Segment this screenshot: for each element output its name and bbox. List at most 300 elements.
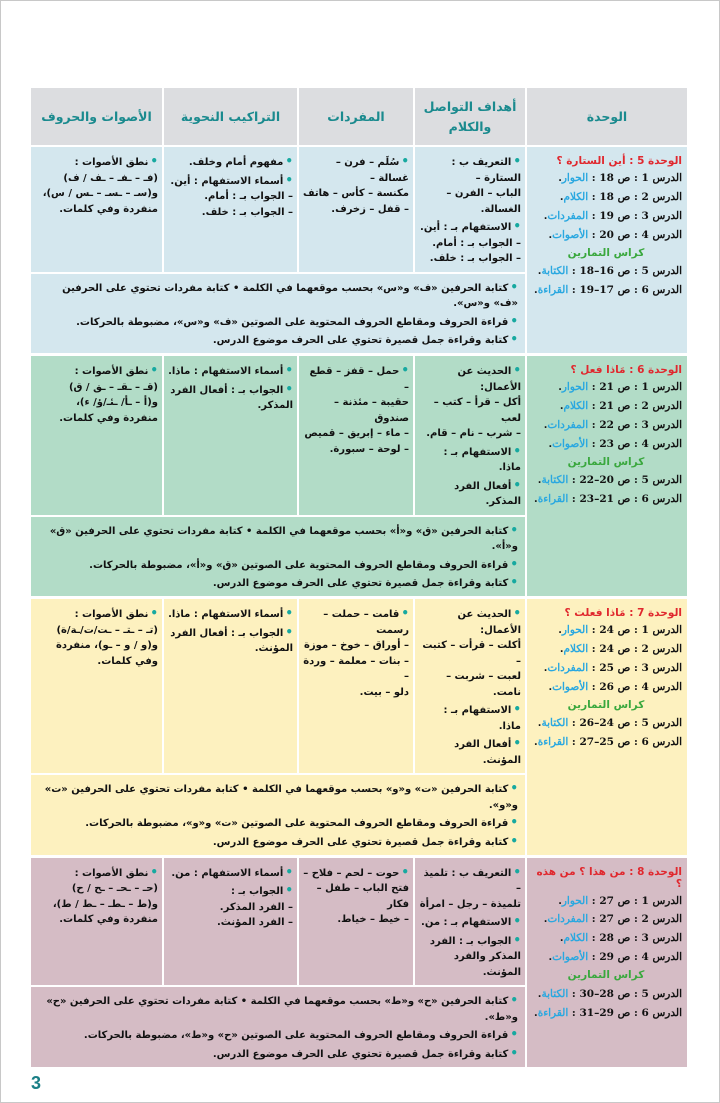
- bullet-icon: •: [285, 381, 293, 396]
- unit-lessons-cell: [527, 858, 687, 1067]
- objective-line: [38, 813, 518, 832]
- lesson-end: .: [548, 680, 553, 693]
- bullet-icon: •: [150, 606, 158, 621]
- lesson-end: .: [559, 399, 564, 412]
- sounds-cell: [31, 858, 162, 986]
- bullet-icon: •: [513, 914, 521, 929]
- lesson-entry: [530, 471, 682, 490]
- sounds-text: نطق الأصوات :: [74, 157, 149, 168]
- goals-cell: [415, 356, 525, 515]
- bullet-icon: •: [285, 172, 293, 187]
- lesson-entry: [530, 910, 682, 929]
- sounds-line: [34, 912, 158, 928]
- units-container: [31, 147, 687, 1067]
- grammar-line: [167, 361, 293, 380]
- goals-text: لعبت – شربت – نامت.: [446, 671, 521, 698]
- vocab-line: [302, 685, 409, 701]
- lesson-end: .: [559, 642, 564, 655]
- lesson-ref: الدرس 1 : ص 18 :: [588, 172, 682, 184]
- goals-line: [418, 700, 521, 734]
- lesson-ref: الدرس 4 : ص 20 :: [588, 228, 682, 241]
- lesson-entry: [530, 490, 682, 509]
- lesson-topic: الكلام: [563, 932, 589, 945]
- goals-line: [418, 361, 521, 395]
- goals-text: أفعال الفرد المذكر.: [454, 480, 521, 508]
- unit-cells: [31, 147, 525, 272]
- goals-text: الاستفهام بـ : ماذا.: [443, 705, 521, 732]
- objective-text: كتابة الحرفين «ح» و«ط» بحسب موقعهما في الكلمة • كتابة مفردات تحتوي على الحرفين «ح» و«ط».: [46, 996, 518, 1023]
- goals-cell: [415, 858, 525, 986]
- vocab-line: [302, 426, 409, 442]
- lesson-ref: الدرس 5 : ص 28–30 :: [568, 988, 682, 1000]
- bullet-icon: •: [513, 702, 521, 717]
- vocab-text: – بنات – معلمة – وردة –: [303, 655, 409, 683]
- lesson-ref: الدرس 2 : ص 18 :: [588, 190, 682, 203]
- lesson-ref: الدرس 1 : ص 27 :: [588, 894, 682, 907]
- grammar-line: [167, 171, 293, 190]
- header-sounds: الأصوات والحروف: [31, 88, 162, 145]
- grammar-line: [167, 205, 293, 221]
- lesson-end: .: [534, 493, 538, 506]
- bullet-icon: •: [510, 834, 518, 848]
- vocab-line: [302, 152, 409, 186]
- bullet-icon: •: [510, 815, 518, 830]
- grammar-text: – الجواب بـ : خلف.: [201, 206, 293, 218]
- sounds-text: و(و / و – ـو)، منفردة: [55, 640, 158, 652]
- lesson-entry: [530, 621, 682, 640]
- objective-text: كتابة الحرفين «ف» و«س» بحسب موقعهما في الكلمة • كتابة مفردات تحتوي على الحرفين «ف» و«س».: [62, 282, 518, 310]
- lesson-ref: الدرس 2 : ص 27 :: [588, 913, 682, 926]
- lesson-ref: الدرس 3 : ص 19 :: [588, 209, 682, 222]
- lesson-entry: [530, 929, 682, 948]
- sounds-line: [34, 380, 158, 396]
- bullet-icon: •: [510, 332, 518, 347]
- grammar-cell: [164, 356, 297, 515]
- curriculum-table: [31, 88, 687, 1067]
- vocab-text: – ماء – إبريق – قميص: [304, 428, 409, 440]
- vocab-line: [302, 654, 409, 685]
- lesson-entry: [530, 659, 682, 678]
- objectives-cell: [31, 987, 525, 1066]
- objective-text: كتابة وقراءة جمل قصيرة تحتوي على الحرف موضوع الدرس.: [212, 837, 509, 848]
- objective-text: كتابة وقراءة جمل قصيرة تحتوي على الحرف موضوع الدرس.: [212, 1049, 509, 1061]
- sounds-text: (فـ – ـفـ – ـف / ف): [63, 172, 158, 184]
- grammar-line: [167, 398, 293, 414]
- objective-line: [38, 1025, 518, 1044]
- lesson-end: .: [534, 736, 538, 749]
- bullet-icon: •: [513, 362, 521, 377]
- lesson-entry: [530, 281, 682, 300]
- objective-line: [38, 779, 518, 813]
- lesson-ref: الدرس 3 : ص 28 :: [588, 932, 682, 945]
- grammar-text: مفهوم أمام وخلف.: [188, 157, 284, 168]
- lesson-topic: الكلام: [563, 642, 589, 655]
- unit-row: [31, 147, 687, 353]
- vocab-cell: [299, 599, 413, 773]
- lesson-entry: [530, 1004, 682, 1023]
- vocab-text: – خيط – خياط.: [337, 914, 409, 926]
- lesson-topic: الأصوات: [552, 680, 589, 693]
- lesson-entry: [530, 435, 682, 454]
- lesson-topic: الأصوات: [552, 228, 589, 241]
- lesson-end: .: [537, 474, 542, 487]
- sounds-line: [34, 152, 158, 171]
- objective-line: [38, 832, 518, 851]
- lesson-topic: القراءة: [537, 736, 569, 749]
- sounds-text: منفردة وفي كلمات.: [59, 203, 158, 215]
- sounds-cell: [31, 599, 162, 773]
- lesson-topic: القراءة: [537, 493, 569, 506]
- header-vocab: المفردات: [299, 88, 413, 145]
- lesson-end: .: [537, 717, 542, 730]
- bullet-icon: •: [513, 477, 521, 492]
- lesson-entry: [530, 640, 682, 659]
- objective-line: [38, 555, 518, 574]
- lesson-topic: الأصوات: [552, 437, 589, 450]
- grammar-text: المذكر.: [257, 400, 293, 412]
- goals-text: المذكر والفرد المؤنث.: [453, 951, 521, 978]
- goals-text: الاستفهام بـ : أين.: [420, 222, 512, 234]
- bullet-icon: •: [510, 522, 518, 537]
- objective-text: قراءة الحروف ومقاطع الحروف المحتوية على الصوتين «ف» و«س»، مضبوطة بالحركات.: [76, 316, 509, 328]
- bullet-icon: •: [513, 864, 521, 879]
- objectives-cell: [31, 775, 525, 854]
- vocab-text: سُلَم – فرن – غسالة –: [335, 157, 409, 184]
- sounds-text: نطق الأصوات :: [74, 609, 149, 621]
- bullet-icon: •: [510, 993, 518, 1008]
- bullet-icon: •: [285, 864, 293, 879]
- goals-text: الحديث عن الأعمال:: [457, 365, 521, 393]
- lesson-ref: الدرس 4 : ص 29 :: [588, 951, 682, 964]
- objective-text: قراءة الحروف ومقاطع الحروف المحتوية على الصوتين «ت» و«و»، مضبوطة بالحركات.: [85, 818, 509, 830]
- bullet-icon: •: [285, 154, 293, 168]
- goals-line: [418, 186, 521, 217]
- goals-text: – شرب – نام – قام.: [426, 428, 521, 440]
- lesson-entry: [530, 397, 682, 416]
- header-goals: أهداف التواصل والكلام: [415, 88, 525, 145]
- workbook-label: كراس التمارين: [567, 455, 645, 468]
- lesson-ref: الدرس 4 : ص 26 :: [588, 680, 682, 693]
- sounds-text: نطق الأصوات :: [74, 365, 149, 377]
- vocab-text: فتح الباب – طفل – فكار: [316, 883, 409, 910]
- sounds-line: [34, 171, 158, 187]
- vocab-cell: [299, 147, 413, 272]
- lesson-topic: الحوار: [561, 172, 589, 184]
- grammar-line: [167, 881, 293, 900]
- vocab-cell: [299, 356, 413, 515]
- lesson-end: .: [558, 624, 562, 637]
- lesson-end: .: [558, 172, 562, 184]
- goals-cell: [415, 599, 525, 773]
- grammar-text: الجواب بـ : أفعال الفرد: [170, 384, 284, 396]
- sounds-text: و(ط – ـطـ – ـط / ط)،: [52, 898, 158, 910]
- grammar-line: [167, 152, 293, 171]
- lesson-ref: الدرس 5 : ص 16–18 :: [568, 265, 682, 278]
- lesson-end: .: [559, 190, 564, 203]
- objective-line: [38, 573, 518, 592]
- goals-line: [418, 217, 521, 236]
- lesson-ref: الدرس 1 : ص 21 :: [588, 380, 682, 393]
- goals-line: [418, 734, 521, 768]
- lesson-entry: [530, 188, 682, 207]
- grammar-text: أسماء الاستفهام : ماذا.: [168, 609, 284, 621]
- lesson-ref: الدرس 4 : ص 23 :: [588, 437, 682, 450]
- lesson-entry: [530, 262, 682, 281]
- goals-line: [418, 152, 521, 186]
- lesson-entry: [530, 985, 682, 1004]
- bullet-icon: •: [510, 556, 518, 571]
- objectives-cell: [31, 517, 525, 596]
- objectives-cell: [31, 274, 525, 353]
- unit-title: الوحدة 6 : مَاذا فعل ؟: [570, 363, 682, 376]
- sounds-line: [34, 638, 158, 654]
- bullet-icon: •: [150, 864, 158, 879]
- grammar-text: – الفرد المذكر.: [219, 901, 293, 913]
- vocab-line: [302, 361, 409, 395]
- bullet-icon: •: [513, 932, 521, 947]
- lesson-topic: الحوار: [561, 624, 589, 637]
- vocab-line: [302, 881, 409, 912]
- lesson-topic: الكتابة: [541, 717, 569, 730]
- lesson-topic: الكلام: [563, 399, 589, 412]
- lesson-entry: [530, 678, 682, 697]
- unit-lessons-cell: [527, 147, 687, 353]
- unit-content: [31, 599, 525, 855]
- bullet-icon: •: [510, 781, 518, 796]
- lesson-topic: الحوار: [561, 380, 589, 393]
- bullet-icon: •: [401, 606, 409, 621]
- bullet-icon: •: [150, 154, 158, 168]
- lesson-topic: المفردات: [547, 418, 589, 431]
- lesson-ref: الدرس 6 : ص 25–27 :: [568, 736, 682, 749]
- bullet-icon: •: [401, 864, 409, 879]
- bullet-icon: •: [150, 362, 158, 377]
- objective-line: [38, 521, 518, 555]
- lesson-end: .: [548, 437, 553, 450]
- lesson-ref: الدرس 6 : ص 29–31 :: [568, 1006, 682, 1019]
- lesson-end: .: [543, 209, 548, 222]
- goals-text: – الجواب بـ : خلف.: [429, 253, 521, 265]
- workbook-label: كراس التمارين: [567, 246, 645, 259]
- goals-line: [418, 638, 521, 669]
- vocab-text: حقيبة – مئذنة – صندوق: [334, 397, 409, 424]
- goals-line: [418, 931, 521, 950]
- lesson-topic: الكتابة: [541, 474, 569, 487]
- unit-row: [31, 858, 687, 1067]
- goals-line: [418, 912, 521, 931]
- goals-text: تلميذة – رجل – امرأة: [419, 898, 521, 910]
- bullet-icon: •: [285, 624, 293, 639]
- vocab-text: قامت – حملت – رسمت: [323, 609, 409, 636]
- lesson-topic: القراءة: [537, 1006, 569, 1019]
- bullet-icon: •: [285, 606, 293, 621]
- grammar-text: أسماء الاستفهام : أين.: [170, 175, 284, 187]
- lesson-entry: [530, 733, 682, 752]
- vocab-text: حوت – لحم – فلاح –: [303, 867, 400, 879]
- lesson-ref: الدرس 5 : ص 20–22 :: [568, 474, 682, 487]
- vocab-line: [302, 863, 409, 882]
- unit-title: الوحدة 8 : من هذا ؟ من هذه ؟: [536, 865, 682, 890]
- sounds-cell: [31, 356, 162, 515]
- lesson-end: .: [548, 228, 553, 241]
- bullet-icon: •: [513, 219, 521, 234]
- bullet-icon: •: [285, 362, 293, 377]
- lesson-topic: الحوار: [561, 894, 589, 907]
- vocab-text: – أوراق – خوخ – موزة: [304, 640, 409, 652]
- lesson-end: .: [534, 284, 538, 297]
- lesson-ref: الدرس 2 : ص 24 :: [588, 642, 682, 655]
- bullet-icon: •: [285, 883, 293, 898]
- sounds-line: [34, 863, 158, 882]
- vocab-line: [302, 638, 409, 654]
- vocab-text: دلو – بيت.: [359, 686, 409, 698]
- vocab-line: [302, 395, 409, 426]
- unit-content: [31, 858, 525, 1067]
- objective-text: كتابة وقراءة جمل قصيرة تحتوي على الحرف موضوع الدرس.: [212, 578, 509, 590]
- grammar-line: [167, 915, 293, 931]
- sounds-line: [34, 654, 158, 670]
- sounds-line: [34, 361, 158, 380]
- grammar-text: المؤنث.: [254, 643, 293, 655]
- bullet-icon: •: [513, 606, 521, 621]
- table-header: [31, 88, 687, 145]
- goals-line: [418, 442, 521, 476]
- lesson-entry: [530, 714, 682, 733]
- grammar-cell: [164, 599, 297, 773]
- grammar-line: [167, 380, 293, 399]
- unit-cells: [31, 599, 525, 773]
- vocab-text: مكنسة – كأس – هاتف: [303, 188, 409, 200]
- unit-title: الوحدة 5 : أين الستارة ؟: [556, 155, 682, 167]
- vocab-line: [302, 202, 409, 218]
- grammar-line: [167, 900, 293, 916]
- lesson-end: .: [558, 894, 562, 907]
- bullet-icon: •: [510, 1046, 518, 1061]
- lesson-entry: [530, 892, 682, 911]
- lesson-topic: المفردات: [547, 661, 589, 674]
- grammar-text: أسماء الاستفهام : ماذا.: [168, 365, 284, 377]
- sounds-line: [34, 623, 158, 639]
- goals-text: أكلت – قرأت – كتبت –: [422, 640, 521, 667]
- vocab-text: حمل – قفز – قطع –: [309, 365, 409, 393]
- vocab-line: [302, 912, 409, 928]
- goals-line: [418, 669, 521, 700]
- unit-content: [31, 147, 525, 353]
- goals-line: [418, 395, 521, 426]
- grammar-line: [167, 863, 293, 882]
- lesson-entry: [530, 207, 682, 226]
- objective-line: [38, 1044, 518, 1063]
- goals-line: [418, 251, 521, 267]
- sounds-text: (تـ – ـتـ – ـت/ت/ـة/ة): [56, 624, 158, 636]
- sounds-text: وفي كلمات.: [97, 655, 158, 667]
- sounds-line: [34, 202, 158, 218]
- grammar-text: أسماء الاستفهام : من.: [171, 867, 284, 879]
- goals-text: الباب – الفرن – الغسالة.: [446, 188, 521, 215]
- vocab-text: – قفل – زخرف.: [331, 203, 409, 215]
- lesson-end: .: [543, 913, 548, 926]
- lesson-entry: [530, 948, 682, 967]
- objective-line: [38, 278, 518, 312]
- lesson-entry: [530, 226, 682, 245]
- lesson-entry: [530, 416, 682, 435]
- grammar-line: [167, 604, 293, 623]
- bullet-icon: •: [513, 736, 521, 751]
- lesson-topic: القراءة: [537, 284, 569, 297]
- goals-cell: [415, 147, 525, 272]
- objective-text: كتابة الحرفين «ق» و«أ» بحسب موقعهما في الكلمة • كتابة مفردات تحتوي على الحرفين «ق» و«أ».: [49, 525, 518, 553]
- lesson-ref: الدرس 3 : ص 22 :: [588, 418, 682, 431]
- workbook-label: كراس التمارين: [567, 969, 645, 982]
- lesson-topic: الأصوات: [552, 951, 589, 964]
- grammar-text: الجواب بـ :: [231, 886, 284, 898]
- unit-lessons-cell: [527, 356, 687, 596]
- lesson-topic: المفردات: [547, 209, 589, 222]
- bullet-icon: •: [510, 313, 518, 328]
- sounds-text: و(أ – ـأ/ ـئـ/ؤ/ ء)،: [76, 397, 158, 409]
- goals-text: الاستفهام بـ : من.: [421, 917, 512, 929]
- bullet-icon: •: [510, 575, 518, 590]
- bullet-icon: •: [510, 279, 518, 294]
- goals-text: الحديث عن الأعمال:: [457, 609, 521, 636]
- lesson-topic: المفردات: [547, 913, 589, 926]
- grammar-line: [167, 189, 293, 205]
- vocab-text: – لوحة – سبورة.: [329, 443, 409, 455]
- sounds-line: [34, 395, 158, 411]
- bullet-icon: •: [401, 154, 409, 168]
- objective-line: [38, 330, 518, 349]
- objective-text: كتابة وقراءة جمل قصيرة تحتوي على الحرف موضوع الدرس.: [212, 335, 509, 347]
- sounds-text: نطق الأصوات :: [74, 867, 149, 879]
- lesson-end: .: [543, 661, 548, 674]
- grammar-line: [167, 623, 293, 642]
- sounds-text: منفردة وفي كلمات.: [59, 412, 158, 424]
- sounds-line: [34, 881, 158, 897]
- objective-text: قراءة الحروف ومقاطع الحروف المحتوية على الصوتين «ق» و«أ»، مضبوطة بالحركات.: [89, 559, 509, 571]
- vocab-cell: [299, 858, 413, 986]
- sounds-cell: [31, 147, 162, 272]
- goals-text: الاستفهام بـ : ماذا.: [443, 446, 521, 474]
- vocab-line: [302, 604, 409, 638]
- lesson-end: .: [543, 418, 548, 431]
- lesson-end: .: [558, 380, 562, 393]
- vocab-line: [302, 186, 409, 202]
- lesson-entry: [530, 169, 682, 188]
- lesson-end: .: [548, 951, 553, 964]
- lesson-ref: الدرس 2 : ص 21 :: [588, 399, 682, 412]
- lesson-ref: الدرس 6 : ص 21–23 :: [568, 493, 682, 506]
- unit-title: الوحدة 7 : مَاذا فعلت ؟: [564, 607, 682, 620]
- goals-line: [418, 236, 521, 252]
- goals-text: أكل – قرأ – كتب – لعب: [433, 397, 521, 424]
- lesson-topic: الكلام: [563, 190, 589, 203]
- goals-text: أفعال الفرد المؤنث.: [454, 739, 521, 766]
- lesson-entry: [530, 378, 682, 397]
- workbook-label: كراس التمارين: [567, 698, 645, 711]
- grammar-cell: [164, 858, 297, 986]
- sounds-text: (قـ – ـقـ – ـق / ق): [68, 381, 158, 393]
- sounds-line: [34, 186, 158, 202]
- vocab-line: [302, 442, 409, 458]
- sounds-line: [34, 897, 158, 913]
- goals-line: [418, 426, 521, 442]
- grammar-text: – الفرد المؤنث.: [217, 917, 293, 929]
- objective-text: كتابة الحرفين «ت» و«و» بحسب موقعهما في الكلمة • كتابة مفردات تحتوي على الحرفين «ت» و«و».: [44, 784, 518, 811]
- lesson-topic: الكتابة: [541, 988, 569, 1000]
- bullet-icon: •: [513, 154, 521, 168]
- header-unit: الوحدة: [527, 88, 687, 145]
- sounds-text: و(سـ – ـسـ – ـس / س)،: [42, 188, 158, 200]
